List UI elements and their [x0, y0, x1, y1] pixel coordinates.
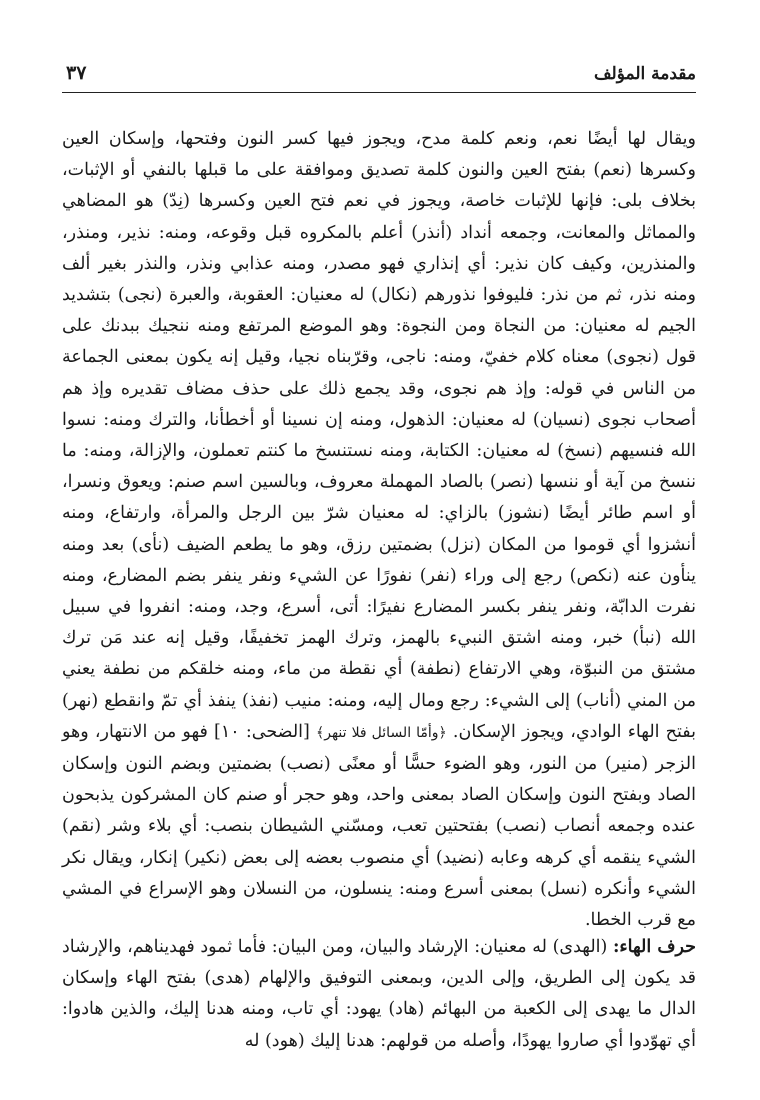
- paragraph-text: ويقال لها أيضًا نعم، ونعم كلمة مدح، ويجوز فيها كسر النون وفتحها، وإسكان العين وكسرها (نعم) بفتح العين والنون كلمة تصديق وموافقة على ما قبلها بالنفي أو الإثبات، بخلاف بلى: فإنها للإثبات خاصة، ويجوز في نعم فتح العين وكسرها (نِدّ) هو المضاهي والمماثل والمعانت، وجمعه أنداد (أنذر) أعلم بالمكروه قبل وقوعه، ومنه: نذير، ومنذر، والمنذرين، وكيف كان نذير: أي إنذاري فهو مصدر، ومنه عذابي ونذر، والنذر بغير ألف ومنه نذر، ثم من نذر: فليوفوا نذورهم (نكال) له معنيان: العقوبة، والعبرة (نجى) بتشديد الجيم له معنيان: من النجاة ومن النجوة: وهو الموضع المرتفع ومنه ننجيك ببدنك على قول (نجوى) معناه كلام خفيّ، ومنه: ناجى، وقرّبناه نجيا، وقيل إنه يكون بمعنى الجماعة من الناس في قوله: وإذ هم نجوى، وقد يجمع ذلك على حذف مضاف تقديره وإذ هم أصحاب نجوى (نسيان) له معنيان: الذهول، ومنه إن نسينا أو أخطأنا، والترك ومنه: نسوا الله فنسيهم (نسخ) له معنيان: الكتابة، ومنه نستنسخ ما كنتم تعملون، والإزالة، ومنه: ما ننسخ من آية أو ننسها (نصر) بالصاد المهملة معروف، وبالسين اسم صنم: ويعوق ونسرا، أو اسم طائر أيضًا (نشوز) بالزاي: له معنيان شرّ بين الرجل والمرأة، وارتفاع، ومنه أنشزوا أي قوموا من المكان (نزل) بضمتين رزق، وهو ما يطعم الضيف (نأى) بعد ومنه ينأون عنه (نكص) رجع إلى وراء (نفر) نفورًا عن الشيء ونفر ينفر بضم المضارع، ومنه نفرت الدابّة، ونفر ينفر بكسر المضارع نفيرًا: أتى، أسرع، وجد، ومنه: انفروا في سبيل الله (نبأ) خبر، ومنه اشتق النبيء بالهمز، وترك الهمز تخفيفًا، وقيل إنه عند مَن ترك مشتق من النبوّة، وهي الارتفاع (نطفة) أي نقطة من ماء، ومنه خلقكم من نطفة يعني من المني (أناب) إلى الشيء: رجع ومال إليه، ومنه: منيب (نفذ) ينفذ أي تمّ وانقطع (نهر) بفتح الهاء الوادي، ويجوز الإسكان.: [62, 129, 696, 742]
- paragraph-text-continued: [الضحى: ١٠] فهو من الانتهار، وهو الزجر (منير) من النور، وهو الضوء حسًّا أو معنًى (نصب) بضمتين وبضم النون وإسكان الصاد وبفتح النون وإسكان الصاد بمعنى واحد، وهو حجر أو صنم كان المشركون يذبحون عنده وجمعه أنصاب (نصب) بفتحتين تعب، ومسّني الشيطان بنصب: أي بلاء وشر (نقم) الشيء ينقمه أي كرهه وعابه (نضيد) أي منصوب بعضه إلى بعض (نكير) إنكار، ويقال نكر الشيء وأنكره (نسل) بمعنى أسرع ومنه: ينسلون، من النسلان وهو الإسراع في المشي مع قرب الخطا.: [62, 721, 696, 931]
- paragraph-text: (الهدى) له معنيان: الإرشاد والبيان، ومن البيان: فأما ثمود فهديناهم، والإرشاد قد يكون إلى الطريق، وإلى الدين، وبمعنى التوفيق والإلهام (هدى) بفتح الهاء وإسكان الدال ما يهدى إلى الكعبة من البهائم (هاد) يهود: أي تاب، ومنه هدنا إليك، والذين هادوا: أي تهوّدوا أي صاروا يهودًا، وأصله من قولهم: هدنا إليك (هود) له: [62, 937, 696, 1051]
- paragraph-nun-entries: [62, 124, 696, 936]
- paragraph-ha-entries: [62, 932, 696, 1057]
- section-title: مقدمة المؤلف: [593, 64, 696, 84]
- page-number: ٣٧: [66, 62, 87, 84]
- section-lead-heading: حرف الهاء:: [612, 937, 696, 957]
- quran-verse: ﴿وأمّا السائل فلا تنهر﴾: [316, 724, 447, 741]
- page-header: [62, 58, 696, 93]
